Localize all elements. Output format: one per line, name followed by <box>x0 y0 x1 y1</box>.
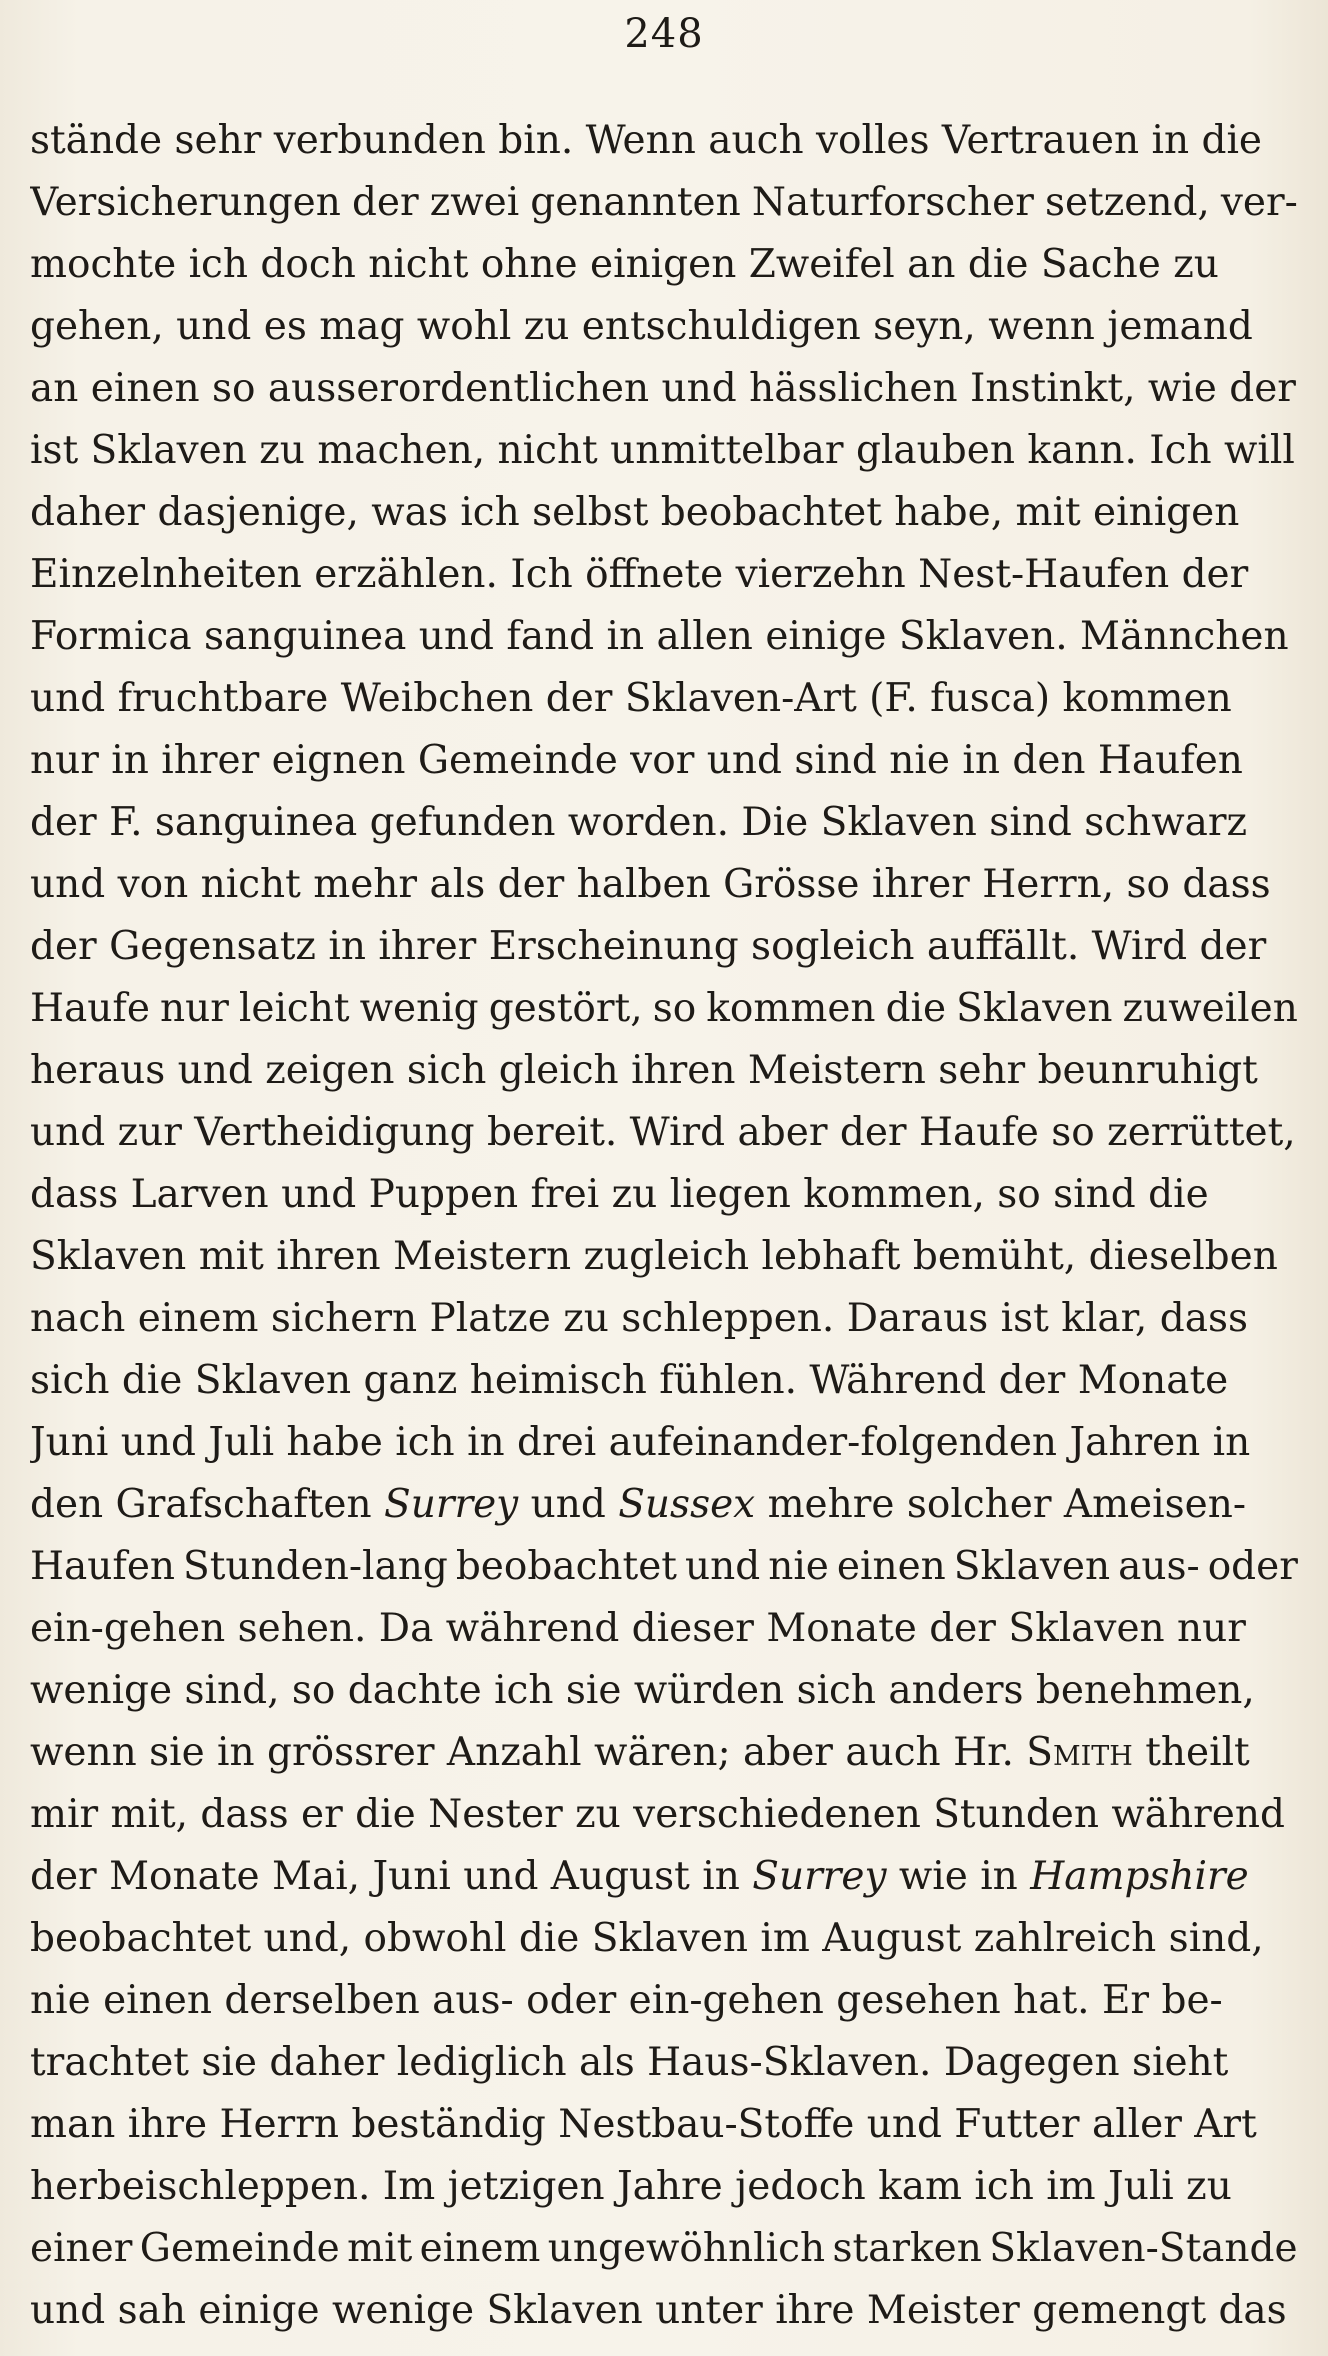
text-line: der F. sanguinea gefunden worden. Die Sklaven sind schwarz <box>30 800 1248 845</box>
text-line: Versicherungen der zwei genannten Naturforscher setzend, ver- <box>30 180 1298 225</box>
text-line: Formica sanguinea und fand in allen einige Sklaven. Männchen <box>30 614 1289 659</box>
text-line: nie einen derselben aus- oder ein-gehen gesehen hat. Er be- <box>30 1978 1223 2023</box>
text-line: beobachtet und, obwohl die Sklaven im August zahlreich sind, <box>30 1916 1264 1961</box>
text-line: einer Gemeinde mit einem ungewöhnlich starken Sklaven-Stande <box>30 2226 1298 2271</box>
text-line: den Grafschaften Surrey und Sussex mehre solcher Ameisen- <box>30 1482 1247 1527</box>
text-line: mochte ich doch nicht ohne einigen Zweifel an die Sache zu <box>30 242 1219 287</box>
text-line: Haufen Stunden-lang beobachtet und nie einen Sklaven aus- oder <box>30 1544 1298 1589</box>
place-name: Hampshire <box>1030 1854 1249 1899</box>
text-line: und zur Vertheidigung bereit. Wird aber der Haufe so zerrüttet, <box>30 1110 1296 1155</box>
text-line: der Monate Mai, Juni und August in Surrey wie in Hampshire <box>30 1854 1249 1899</box>
text-line: Einzelnheiten erzählen. Ich öffnete vierzehn Nest-Haufen der <box>30 552 1249 597</box>
text-line: wenn sie in grössrer Anzahl wären; aber auch Hr. Smith theilt <box>30 1730 1250 1775</box>
text-line: ein-gehen sehen. Da während dieser Monate der Sklaven nur <box>30 1606 1246 1651</box>
place-name: Surrey <box>752 1854 887 1899</box>
text-line: heraus und zeigen sich gleich ihren Meistern sehr beunruhigt <box>30 1048 1258 1093</box>
text-line: Sklaven mit ihren Meistern zugleich lebhaft bemüht, dieselben <box>30 1234 1278 1279</box>
text-line: und von nicht mehr als der halben Grösse ihrer Herrn, so dass <box>30 862 1271 907</box>
text-line: man ihre Herrn beständig Nestbau-Stoffe und Futter aller Art <box>30 2102 1257 2147</box>
place-name: Sussex <box>618 1482 756 1527</box>
text-line: und sah einige wenige Sklaven unter ihre Meister gemengt das <box>30 2288 1287 2333</box>
text-line: und fruchtbare Weibchen der Sklaven-Art (F. fusca) kommen <box>30 676 1232 721</box>
text-line: ist Sklaven zu machen, nicht unmittelbar glauben kann. Ich will <box>30 428 1295 473</box>
text-line: gehen, und es mag wohl zu entschuldigen seyn, wenn jemand <box>30 304 1253 349</box>
text-line: trachtet sie daher lediglich als Haus-Sklaven. Dagegen sieht <box>30 2040 1229 2085</box>
text-line: mir mit, dass er die Nester zu verschiedenen Stunden während <box>30 1792 1285 1837</box>
text-line: stände sehr verbunden bin. Wenn auch volles Vertrauen in die <box>30 118 1263 163</box>
text-line: Haufe nur leicht wenig gestört, so kommen die Sklaven zuweilen <box>30 986 1298 1031</box>
text-line: an einen so ausserordentlichen und hässlichen Instinkt, wie der <box>30 366 1296 411</box>
place-name: Surrey <box>383 1482 519 1527</box>
text-line: sich die Sklaven ganz heimisch fühlen. Während der Monate <box>30 1358 1229 1403</box>
person-name: Smith <box>1026 1730 1133 1775</box>
text-line: wenige sind, so dachte ich sie würden sich anders benehmen, <box>30 1668 1255 1713</box>
text-line: herbeischleppen. Im jetzigen Jahre jedoch kam ich im Juli zu <box>30 2164 1232 2209</box>
text-line: nach einem sichern Platze zu schleppen. Daraus ist klar, dass <box>30 1296 1248 1341</box>
body-text <box>30 110 1298 2342</box>
text-line: daher dasjenige, was ich selbst beobachtet habe, mit einigen <box>30 490 1240 535</box>
page-number: 248 <box>624 11 704 57</box>
text-line: Juni und Juli habe ich in drei aufeinander-folgenden Jahren in <box>30 1420 1251 1465</box>
text-line: dass Larven und Puppen frei zu liegen kommen, so sind die <box>30 1172 1209 1217</box>
text-line: der Gegensatz in ihrer Erscheinung sogleich auffällt. Wird der <box>30 924 1267 969</box>
text-line: nur in ihrer eignen Gemeinde vor und sind nie in den Haufen <box>30 738 1243 783</box>
